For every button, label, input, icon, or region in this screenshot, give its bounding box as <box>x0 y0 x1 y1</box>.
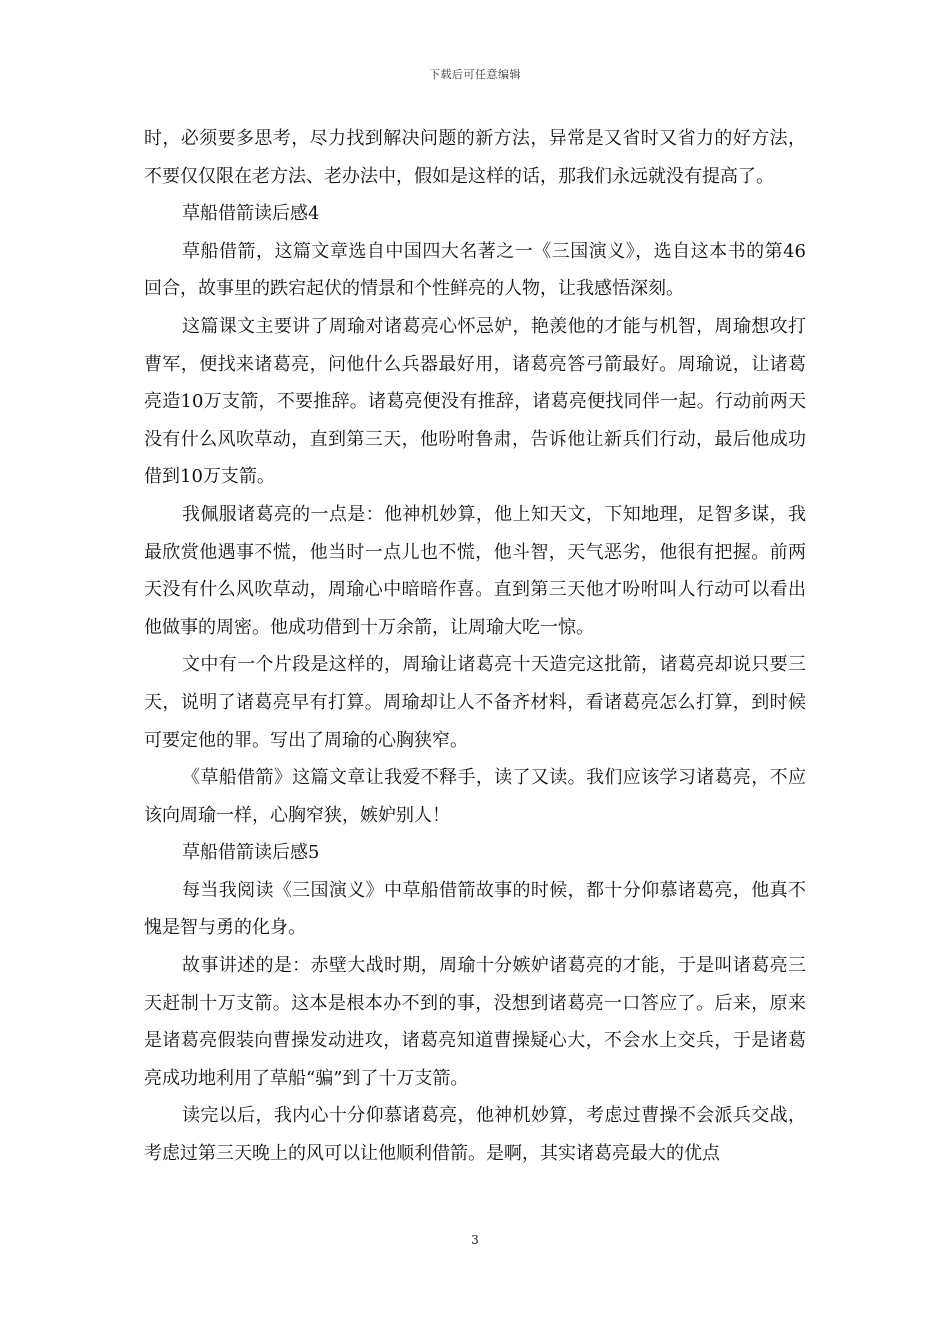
page-header: 下载后可任意编辑 <box>429 68 521 81</box>
paragraph: 故事讲述的是：赤壁大战时期，周瑜十分嫉妒诸葛亮的才能，于是叫诸葛亮三天赶制十万支箭。这本是根本办不到的事，没想到诸葛亮一口答应了。后来，原来是诸葛亮假装向曹操发动进攻，诸葛亮知道曹操疑心大，不会水上交兵，于是诸葛亮成功地利用了草船“骗”到了十万支箭。 <box>144 955 806 1089</box>
paragraph: 《草船借箭》这篇文章让我爱不释手，读了又读。我们应该学习诸葛亮，不应该向周瑜一样，心胸窄狭，嫉妒别人！ <box>144 767 806 826</box>
document-body <box>144 120 806 1173</box>
paragraph-continuation: 时，必须要多思考，尽力找到解决问题的新方法，异常是又省时又省力的好方法，不要仅仅限在老方法、老办法中，假如是这样的话，那我们永远就没有提高了。 <box>144 128 806 187</box>
paragraph: 草船借箭，这篇文章选自中国四大名著之一《三国演义》，选自这本书的第46回合，故事里的跌宕起伏的情景和个性鲜亮的人物，让我感悟深刻。 <box>144 240 806 300</box>
section-heading-5: 草船借箭读后感5 <box>182 842 320 864</box>
paragraph: 每当我阅读《三国演义》中草船借箭故事的时候，都十分仰慕诸葛亮，他真不愧是智与勇的化身。 <box>144 879 806 939</box>
page-number: 3 <box>471 1233 479 1247</box>
paragraph: 文中有一个片段是这样的，周瑜让诸葛亮十天造完这批箭，诸葛亮却说只要三天，说明了诸葛亮早有打算。周瑜却让人不备齐材料，看诸葛亮怎么打算，到时候可要定他的罪。写出了周瑜的心胸狭窄。 <box>144 654 806 751</box>
paragraph: 读完以后，我内心十分仰慕诸葛亮，他神机妙算，考虑过曹操不会派兵交战，考虑过第三天晚上的风可以让他顺利借箭。是啊，其实诸葛亮最大的优点 <box>144 1105 806 1165</box>
paragraph: 这篇课文主要讲了周瑜对诸葛亮心怀忌妒，艳羡他的才能与机智，周瑜想攻打曹军，便找来诸葛亮，问他什么兵器最好用，诸葛亮答弓箭最好。周瑜说，让诸葛亮造10万支箭，不要推辞。诸葛亮便没有推辞，诸葛亮便找同伴一起。行动前两天没有什么风吹草动，直到第三天，他吩咐鲁肃，告诉他让新兵们行动，最后他成功借到10万支箭。 <box>144 315 806 488</box>
section-heading-4: 草船借箭读后感4 <box>182 203 320 225</box>
paragraph: 我佩服诸葛亮的一点是：他神机妙算，他上知天文，下知地理，足智多谋，我最欣赏他遇事不慌，他当时一点儿也不慌，他斗智，天气恶劣，他很有把握。前两天没有什么风吹草动，周瑜心中暗暗作喜。直到第三天他才吩咐叫人行动可以看出他做事的周密。他成功借到十万余箭，让周瑜大吃一惊。 <box>144 503 806 638</box>
